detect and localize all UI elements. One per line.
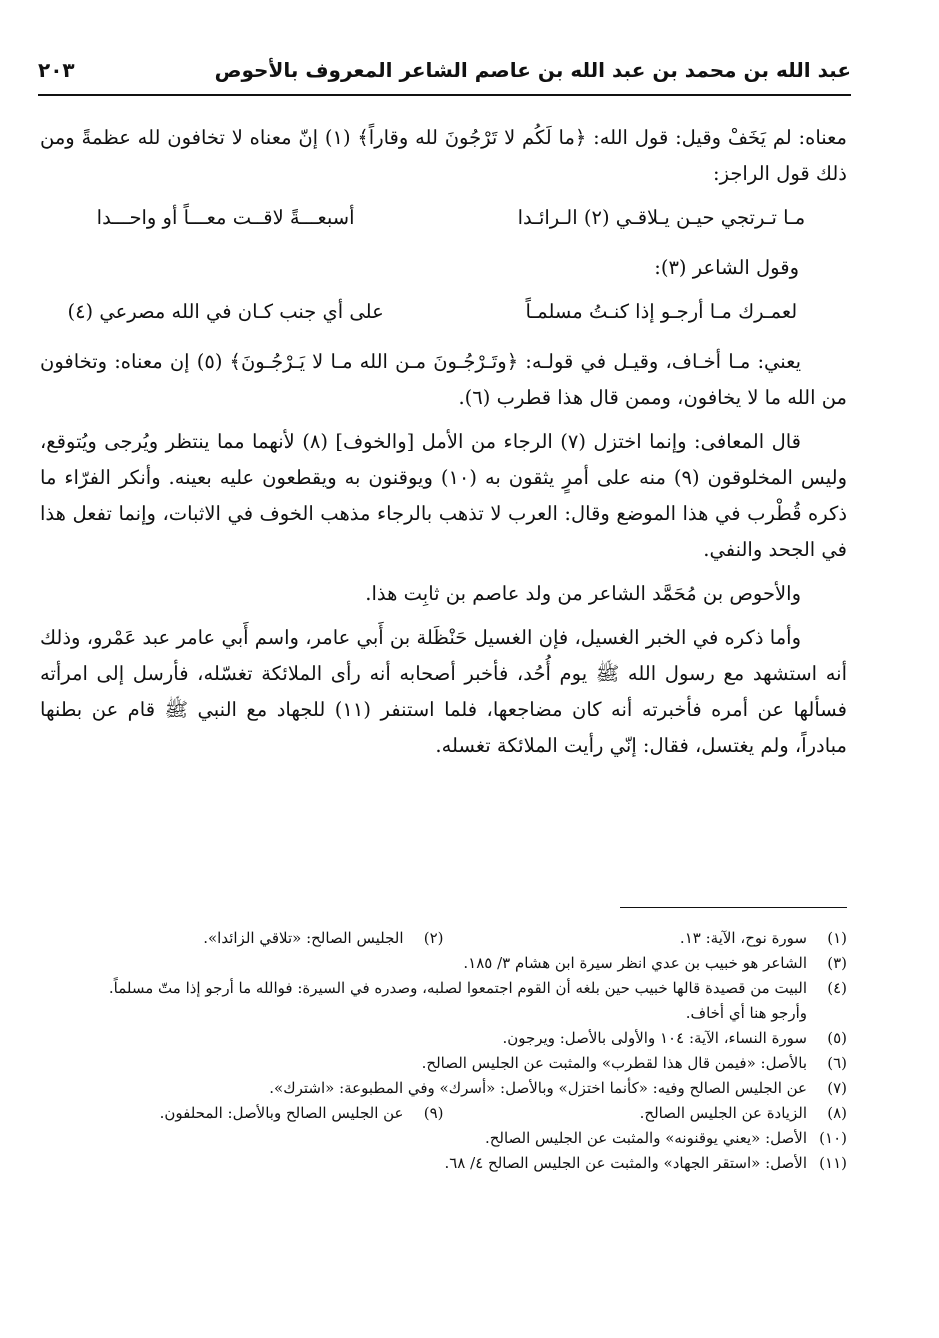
footnote-text: سورة نوح، الآية: ١٣. <box>679 929 807 947</box>
footnote-text: الأصل: «استقر الجهاد» والمثبت عن الجليس الصالح ٤/ ٦٨. <box>444 1154 807 1172</box>
footnote-11 <box>40 1151 847 1176</box>
footnote-row <box>40 1101 847 1126</box>
footnote-text: الشاعر هو خبيب بن عدي انظر سيرة ابن هشام ٣/ ١٨٥. <box>463 954 807 972</box>
footnote-text: الجليس الصالح: «تلاقي الزائدا». <box>203 929 404 947</box>
footnote-text: عن الجليس الصالح وبالأصل: المحلفون. <box>159 1104 404 1122</box>
footnote-number: (١) <box>827 929 847 947</box>
verse-second-hemistich: على أي جنب كـان في الله مصرعي (٤) <box>67 300 384 323</box>
footnote-number: (٦) <box>827 1054 847 1072</box>
verse-first-hemistich: مـا تـرتجي حيـن يـلاقـي (٢) الـرائـدا <box>517 206 806 229</box>
footnote-text: البيت من قصيدة قالها خبيب حين بلغه أن القوم اجتمعوا لصلبه، وصدره في السيرة: فوالله ما أرجو إذا متّ مسلماً. <box>108 979 807 997</box>
footnote-10 <box>40 1126 847 1151</box>
footnote-row <box>40 926 847 951</box>
footnote-7 <box>40 1076 847 1101</box>
paragraph-5: وأما ذكره في الخبر الغسيل، فإن الغسيل حَنْظَلة بن أَبي عامر، واسم أَبي عامر عبد عَمْرو، وذلك أنه استشهد مع رسول الله ﷺ يوم أُحُد، فأخبر أصحابه أنه رأى الملائكة تغسّله، فأرسل إلى امرأته فسألها عن أمره فأخبرته أنه كان مضاجعها، فلما استنفر (١١) للجهاد مع النبي ﷺ قام عن بطنها مبادراً، ولم يغتسل، فقال: إنّي رأيت الملائكة تغسله. <box>40 626 847 757</box>
paragraph-2: يعني: مـا أخـاف، وقيـل في قولـه: ﴿وتَـرْجُـونَ مـن الله مـا لا يَـرْجُـونَ﴾ (٥) إن معناه: وتخافون من الله ما لا يخافون، وممن قال هذا قطرب (٦). <box>40 350 847 409</box>
footnote-6 <box>40 1051 847 1076</box>
page-header <box>38 52 851 96</box>
footnote-9 <box>40 1101 444 1126</box>
footnote-number: (١١) <box>819 1154 847 1172</box>
page-number: ٢٠٣ <box>38 58 75 82</box>
footnote-4 <box>40 976 847 1001</box>
footnote-text: الأصل: «يعني يوقنونه» والمثبت عن الجليس الصالح. <box>484 1129 807 1147</box>
footnote-separator <box>620 907 847 908</box>
verse-intro: وقول الشاعر (٣): <box>654 256 799 279</box>
footnote-4-continuation <box>40 1001 847 1026</box>
footnote-5 <box>40 1026 847 1051</box>
footnote-3 <box>40 951 847 976</box>
footnote-number: (٣) <box>827 954 847 972</box>
footnote-number: (٥) <box>827 1029 847 1047</box>
footnote-text: بالأصل: «فيمن قال هذا لقطرب» والمثبت عن الجليس الصالح. <box>421 1054 807 1072</box>
footnote-number: (٨) <box>827 1104 847 1122</box>
footnote-text: عن الجليس الصالح وفيه: «كأنما اختزل» وبالأصل: «أسرك» وفي المطبوعة: «اشترك». <box>269 1079 807 1097</box>
footnote-text: الزيادة عن الجليس الصالح. <box>639 1104 807 1122</box>
running-title: عبد الله بن محمد بن عبد الله بن عاصم الشاعر المعروف بالأحوص <box>214 58 851 82</box>
footnote-number: (٩) <box>423 1104 444 1122</box>
paragraph-4: والأحوص بن مُحَمَّد الشاعر من ولد عاصم بن ثابِت هذا. <box>365 582 801 605</box>
paragraph-3: قال المعافى: وإنما اختزل (٧) الرجاء من الأمل [والخوف] (٨) لأنهما مما ينتظر ويُرجى ويُتوقع، وليس المخلوقون (٩) منه على أمرٍ يثقون به (١٠) ويوقنون به ويقطعون عليه بعينه. وأنكر الفرّاء ما ذكره قُطْرب في هذا الموضع وقال: العرب لا تذهب بالرجاء مذهب الخوف في الاثبات، وإنما تفعل هذا في الجحد والنفي. <box>40 430 847 561</box>
footnote-number: (٧) <box>827 1079 847 1097</box>
footnote-number: (١٠) <box>819 1129 847 1147</box>
footnote-number: (٢) <box>423 929 444 947</box>
footnote-2 <box>40 926 444 951</box>
footnotes <box>40 926 847 1176</box>
main-text <box>40 120 847 772</box>
verse-second-hemistich: أسبعـــةً لاقــت معـــاً أو واحـــدا <box>96 206 355 229</box>
verse-poet <box>40 294 847 330</box>
footnote-8 <box>444 1101 848 1126</box>
footnote-text: وأرجو هنا أي أخاف. <box>685 1004 807 1022</box>
verse-rajaz <box>40 200 847 236</box>
footnote-number: (٤) <box>827 979 847 997</box>
footnote-1 <box>444 926 848 951</box>
paragraph-1: معناه: لم يَخَفْ وقيل: قول الله: ﴿ما لَكُم لا تَرْجُونَ لله وقاراً﴾ (١) إنّ معناه لا تخافون لله عظمةً ومن ذلك قول الراجز: <box>40 126 848 185</box>
verse-first-hemistich: لعمـرك مـا أرجـو إذا كنـتُ مسلمـاً <box>525 300 798 323</box>
footnote-text: سورة النساء، الآية: ١٠٤ والأولى بالأصل: ويرجون. <box>502 1029 807 1047</box>
